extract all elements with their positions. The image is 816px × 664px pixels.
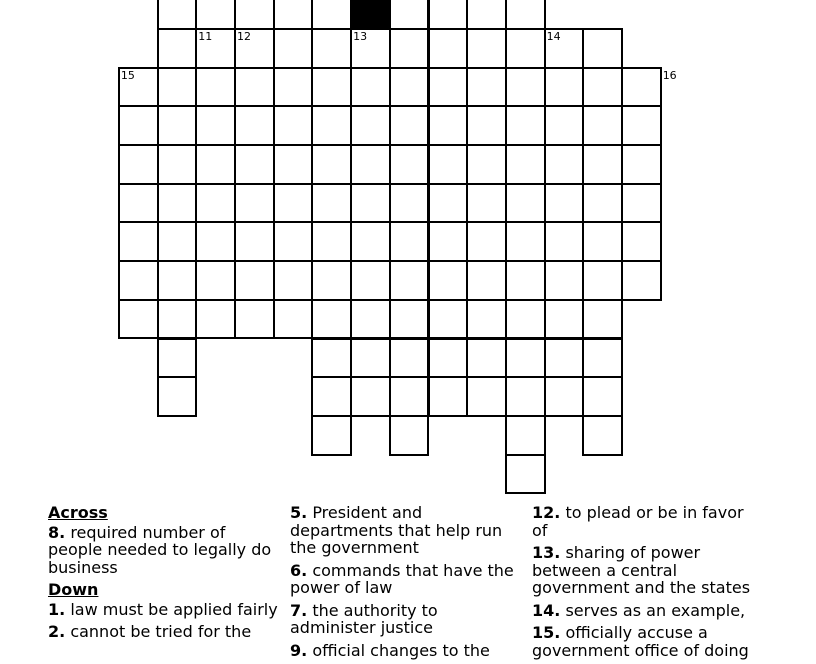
grid-cell[interactable] [428,183,469,224]
grid-cell[interactable] [234,0,275,30]
grid-cell[interactable] [582,376,623,417]
grid-cell[interactable] [428,338,469,379]
grid-cell[interactable] [350,67,391,108]
grid-cell[interactable] [582,299,623,340]
grid-cell[interactable] [350,144,391,185]
grid-cell[interactable] [505,183,546,224]
grid-cell[interactable] [195,144,236,185]
grid-cell[interactable] [544,221,585,262]
grid-cell[interactable] [273,183,314,224]
grid-cell[interactable] [428,221,469,262]
grid-cell[interactable] [350,183,391,224]
grid-cell[interactable] [311,376,352,417]
grid-cell[interactable] [273,144,314,185]
grid-cell[interactable] [389,0,430,30]
grid-cell[interactable] [195,260,236,301]
grid-cell[interactable] [389,376,430,417]
grid-cell[interactable] [311,183,352,224]
grid-cell[interactable] [466,105,507,146]
grid-cell[interactable] [544,260,585,301]
grid-cell[interactable] [505,28,546,69]
grid-cell[interactable] [544,183,585,224]
grid-cell[interactable] [118,221,159,262]
clue-column-2 [290,504,522,664]
clue-15 [532,624,764,659]
grid-cell[interactable] [505,338,546,379]
grid-cell[interactable] [505,299,546,340]
clue-number: 14. [532,600,561,620]
grid-cell[interactable] [428,0,469,30]
grid-cell[interactable] [428,67,469,108]
grid-cell[interactable] [311,221,352,262]
grid-cell[interactable] [157,67,198,108]
grid-cell[interactable] [544,105,585,146]
grid-cell[interactable] [544,144,585,185]
clue-text: required number of people needed to legally do business [48,522,272,577]
grid-cell[interactable] [505,67,546,108]
grid-cell[interactable] [505,221,546,262]
grid-cell[interactable] [389,338,430,379]
grid-cell[interactable] [273,67,314,108]
grid-cell[interactable] [157,28,198,69]
grid-cell[interactable] [350,376,391,417]
cell-number: 13 [353,29,368,43]
grid-cell[interactable] [389,67,430,108]
grid-cell[interactable] [311,144,352,185]
grid-cell[interactable] [234,183,275,224]
grid-cell[interactable] [621,183,662,224]
grid-cell[interactable] [428,28,469,69]
grid-cell[interactable] [582,67,623,108]
grid-cell[interactable] [466,376,507,417]
grid-cell[interactable] [582,221,623,262]
grid-cell[interactable] [505,144,546,185]
grid-cell[interactable] [505,415,546,456]
grid-cell[interactable] [234,67,275,108]
clue-14 [532,602,764,620]
grid-cell[interactable] [273,221,314,262]
grid-cell[interactable] [582,338,623,379]
grid-cell[interactable] [273,0,314,30]
grid-cell[interactable] [350,338,391,379]
clue-number: 7. [290,600,308,620]
grid-cell[interactable] [389,221,430,262]
clue-12 [532,504,764,539]
cell-number: 12 [237,29,251,43]
clue-number: 8. [48,522,66,542]
grid-cell[interactable] [350,105,391,146]
grid-cell[interactable] [118,144,159,185]
grid-cell[interactable] [350,221,391,262]
grid-cell[interactable] [195,299,236,340]
grid-cell[interactable] [157,299,198,340]
grid-cell[interactable] [157,0,198,30]
grid-cell[interactable] [195,105,236,146]
cell-number: 11 [198,29,213,43]
grid-cell[interactable] [157,260,198,301]
grid-cell[interactable] [621,67,662,108]
clue-9 [290,642,522,660]
grid-cell[interactable] [350,260,391,301]
grid-cell[interactable] [544,67,585,108]
cell-number: 15 [120,68,135,82]
grid-cell[interactable] [544,299,585,340]
cell-number: 16 [662,68,677,82]
grid-cell[interactable] [195,183,236,224]
grid-cell[interactable] [389,260,430,301]
clue-down-2 [48,623,280,641]
grid-cell[interactable] [582,260,623,301]
grid-cell[interactable] [466,28,507,69]
grid-cell[interactable] [582,183,623,224]
grid-cell[interactable] [544,376,585,417]
clue-number: 13. [532,543,561,562]
grid-cell[interactable] [505,454,546,495]
grid-cell[interactable] [118,105,159,146]
clue-number: 15. [532,623,561,642]
grid-cell[interactable] [389,28,430,69]
grid-cell[interactable] [466,260,507,301]
clue-text: official changes to the [312,640,490,660]
grid-cell[interactable] [505,260,546,301]
grid-cell[interactable] [234,260,275,301]
grid-cell[interactable] [389,183,430,224]
grid-cell[interactable] [428,144,469,185]
grid-cell[interactable] [234,105,275,146]
grid-cell[interactable] [466,338,507,379]
grid-cell[interactable] [621,221,662,262]
grid-cell[interactable] [428,260,469,301]
grid-cell[interactable] [466,67,507,108]
grid-cell[interactable] [505,376,546,417]
clue-number: 12. [532,503,561,522]
grid-cell[interactable] [311,28,352,69]
grid-cell[interactable] [311,299,352,340]
clue-text: officially accuse a government office of doing [532,623,749,660]
grid-cell[interactable] [273,260,314,301]
clue-5 [290,504,522,557]
grid-cell[interactable] [428,299,469,340]
grid-cell[interactable] [157,338,198,379]
grid-cell[interactable] [157,376,198,417]
grid-cell[interactable] [118,183,159,224]
clue-column-3 [532,504,764,664]
grid-cell[interactable] [389,105,430,146]
grid-cell[interactable] [466,144,507,185]
grid-cell[interactable] [582,144,623,185]
grid-cell[interactable] [311,260,352,301]
grid-cell[interactable] [157,105,198,146]
across-header: Across [48,503,108,522]
grid-cell[interactable] [273,105,314,146]
grid-cell[interactable] [195,221,236,262]
grid-cell[interactable] [311,105,352,146]
grid-cell[interactable] [428,105,469,146]
clue-text: the authority to administer justice [290,600,438,637]
clue-number: 6. [290,560,308,580]
clue-down-1 [48,601,280,619]
grid-cell[interactable] [234,299,275,340]
grid-cell[interactable] [582,415,623,456]
clue-number: 9. [290,640,308,660]
grid-cell[interactable] [621,105,662,146]
clue-number: 1. [48,599,66,619]
clue-number: 2. [48,622,66,641]
grid-cell[interactable] [157,183,198,224]
grid-cell[interactable] [195,67,236,108]
clue-13 [532,544,764,597]
grid-cell[interactable] [466,299,507,340]
grid-cell[interactable] [544,338,585,379]
grid-cell[interactable] [505,105,546,146]
clue-column-1 [48,504,280,646]
clue-text: commands that have the power of law [290,560,514,597]
grid-cell[interactable] [466,221,507,262]
grid-cell[interactable] [428,376,469,417]
grid-cell[interactable] [273,28,314,69]
grid-cell[interactable] [273,299,314,340]
grid-cell[interactable] [621,144,662,185]
grid-cell[interactable] [195,0,236,30]
black-cell [350,0,391,30]
clue-number: 5. [290,503,308,522]
clue-7 [290,602,522,637]
grid-cell[interactable] [350,299,391,340]
down-header: Down [48,580,99,599]
grid-cell[interactable] [157,221,198,262]
grid-cell[interactable] [389,415,430,456]
clue-text: sharing of power between a central government and the states [532,543,751,597]
grid-cell[interactable] [118,299,159,340]
grid-cell[interactable] [311,415,352,456]
clue-text: President and departments that help run the government [290,503,503,557]
grid-cell[interactable] [621,260,662,301]
grid-cell[interactable] [389,299,430,340]
clue-across-8 [48,524,280,577]
grid-cell[interactable] [157,144,198,185]
grid-cell[interactable] [311,338,352,379]
grid-cell[interactable] [118,260,159,301]
clue-text: serves as an example, [565,600,746,620]
clue-text: law must be applied fairly [70,599,278,619]
cell-number: 14 [546,29,561,43]
grid-cell[interactable] [466,0,507,30]
clue-text: to plead or be in favor of [532,503,744,540]
grid-cell[interactable] [582,105,623,146]
clue-6 [290,562,522,597]
grid-cell[interactable] [466,183,507,224]
grid-cell[interactable] [505,0,546,30]
grid-cell[interactable] [234,144,275,185]
clue-text: cannot be tried for the [70,622,252,641]
grid-cell[interactable] [311,67,352,108]
grid-cell[interactable] [389,144,430,185]
grid-cell[interactable] [582,28,623,69]
grid-cell[interactable] [234,221,275,262]
